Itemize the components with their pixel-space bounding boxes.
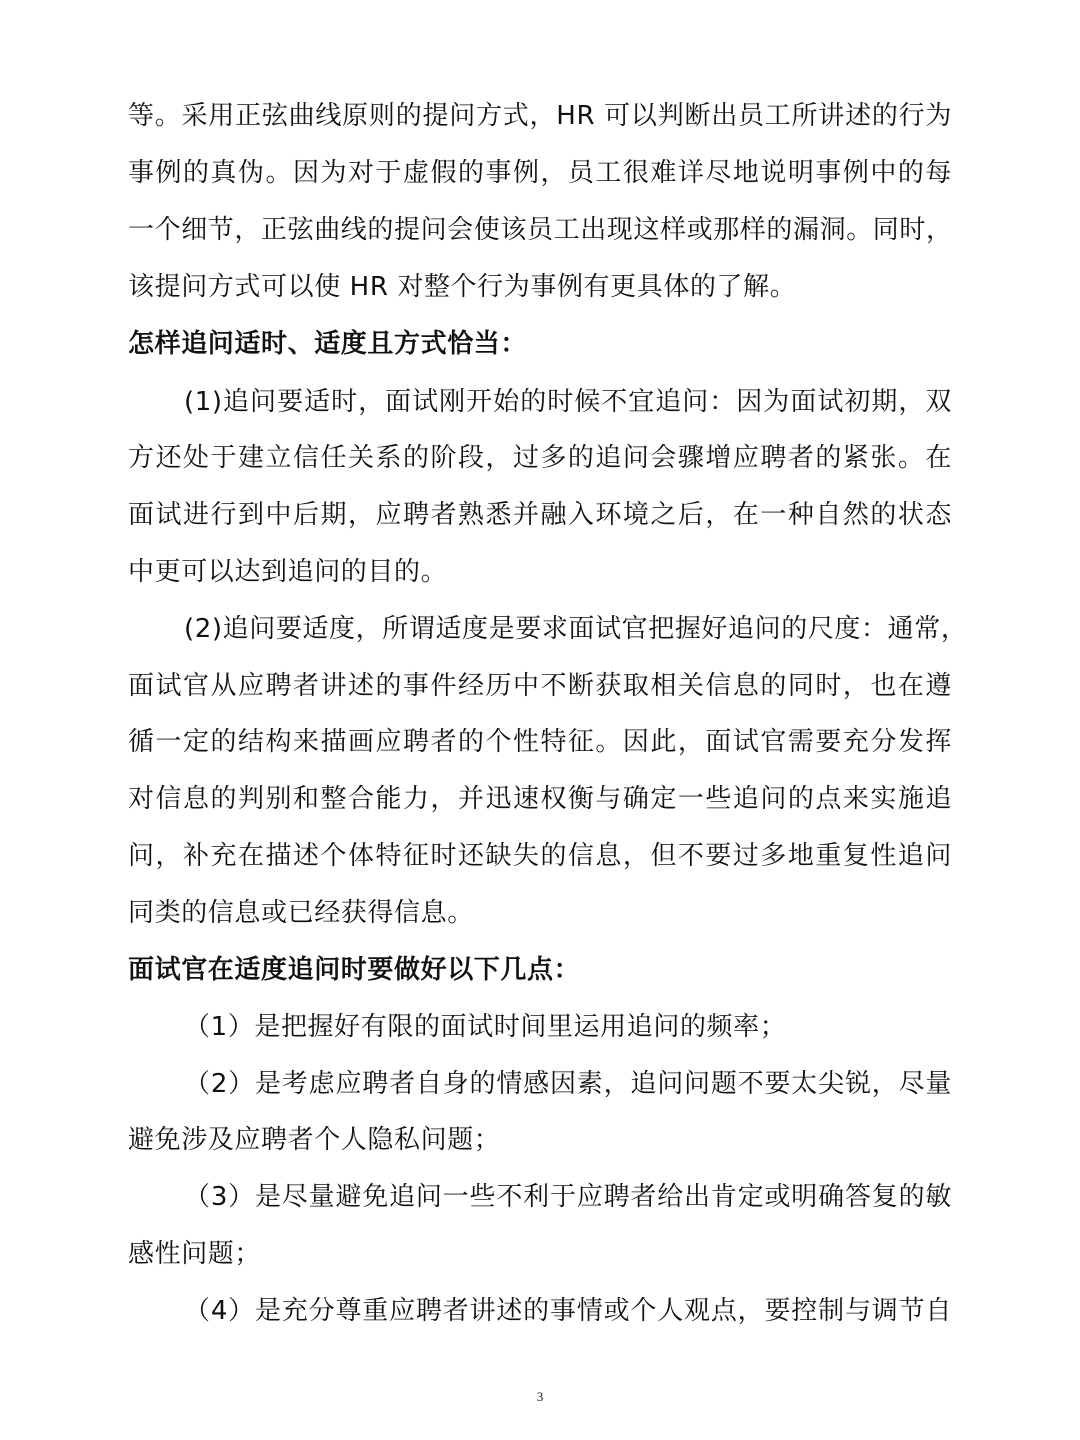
section-heading: 面试官在适度追问时要做好以下几点： <box>128 955 581 985</box>
section-heading: 怎样追问适时、适度且方式恰当： <box>128 329 528 359</box>
list-item: （2）是考虑应聘者自身的情感因素，追问问题不要太尖锐，尽量 <box>184 1069 952 1099</box>
text-line: (1)追问要适时，面试刚开始的时候不宜追问：因为面试初期，双 <box>184 387 952 417</box>
text-line: 感性问题； <box>128 1239 262 1269</box>
text-line: (2)追问要适度，所谓适度是要求面试官把握好追问的尺度：通常， <box>184 614 968 644</box>
text-line: 同类的信息或已经获得信息。 <box>128 898 474 928</box>
text-line: 中更可以达到追问的目的。 <box>128 557 448 587</box>
text-line: 方还处于建立信任关系的阶段，过多的追问会骤增应聘者的紧张。在 <box>128 443 952 473</box>
text-line: 面试进行到中后期，应聘者熟悉并融入环境之后，在一种自然的状态 <box>128 500 952 530</box>
text-line: 对信息的判别和整合能力，并迅速权衡与确定一些追问的点来实施追 <box>128 784 952 814</box>
text-line: 等。采用正弦曲线原则的提问方式，HR 可以判断出员工所讲述的行为 <box>128 101 952 131</box>
page-number: 3 <box>536 1389 544 1404</box>
text-line: 面试官从应聘者讲述的事件经历中不断获取相关信息的同时，也在遵 <box>128 671 952 701</box>
text-line: 一个细节，正弦曲线的提问会使该员工出现这样或那样的漏洞。同时， <box>128 215 953 245</box>
list-item: （1）是把握好有限的面试时间里运用追问的频率； <box>184 1012 787 1042</box>
text-line: 循一定的结构来描画应聘者的个性特征。因此，面试官需要充分发挥 <box>128 727 952 757</box>
text-line: 避免涉及应聘者个人隐私问题； <box>128 1125 501 1155</box>
text-line: 问，补充在描述个体特征时还缺失的信息，但不要过多地重复性追问 <box>128 841 952 871</box>
list-item: （3）是尽量避免追问一些不利于应聘者给出肯定或明确答复的敏 <box>184 1182 952 1212</box>
text-line: 该提问方式可以使 HR 对整个行为事例有更具体的了解。 <box>128 272 797 302</box>
text-line: 事例的真伪。因为对于虚假的事例，员工很难详尽地说明事例中的每 <box>128 158 952 188</box>
list-item: （4）是充分尊重应聘者讲述的事情或个人观点，要控制与调节自 <box>184 1296 952 1326</box>
